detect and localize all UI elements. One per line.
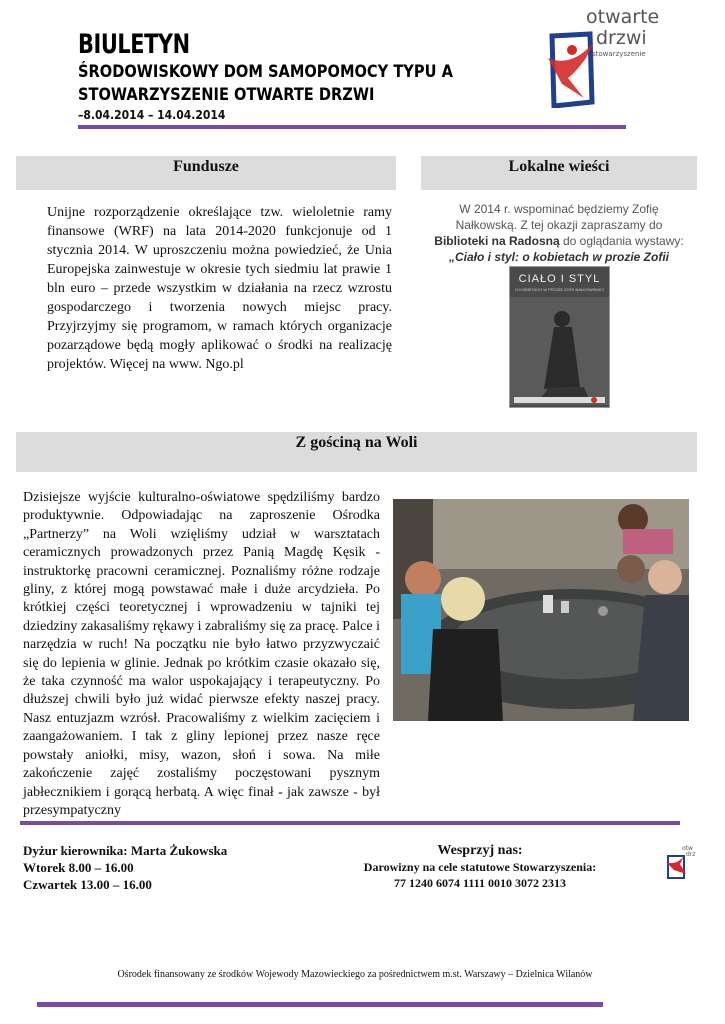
header-subtitle-2: STOWARZYSZENIE OTWARTE DRZWI	[78, 85, 375, 105]
lokalne-text	[421, 201, 697, 265]
footer-rule-bottom	[37, 1002, 603, 1007]
fundusze-text: Unijne rozporządzenie określające tzw. wieloletnie ramy finansowe (WRF) na lata 2014-2020 funkcjonuje od 1 stycznia 2014. W uproszczeniu można powiedzieć, że Unia Europejska zainwestuje w okresie tych siedmiu lat prawie 1 bln euro – przede wszystkim w działania na rzecz wzrostu gospodarczego i tworzenia nowych miejsc pracy. Przyjrzyjmy się programom, w ramach których organizacje pozarządowe będą mogły aplikować o środki na realizację projektów. Więcej na www. Ngo.pl	[47, 205, 392, 372]
bulletin-title: BIULETYN	[78, 29, 190, 60]
svg-text:otw: otw	[682, 845, 693, 852]
lokalne-heading: Lokalne wieści	[508, 158, 610, 175]
logo-word-2: drzwi	[596, 27, 647, 49]
lokalne-line-2: Nałkowską. Z tej okazji zapraszamy do	[455, 218, 663, 232]
section-header-lokalne	[421, 156, 697, 190]
exhibition-poster-image	[509, 266, 610, 408]
svg-text:drz: drz	[686, 851, 696, 858]
support-line: Darowizny na cele statutowe Stowarzyszenia:	[363, 860, 597, 874]
wola-text: Dzisiejsze wyjście kulturalno-oświatowe spędziliśmy bardzo produktywnie. Odpowiadając na zaproszenie Ośrodka „Partnerzy” na Woli wzięliśmy udział w warsztatach ceramicznych prowadzonych przez Panią Magdę Kęsik - instruktorkę pracowni ceramicznej. Poznaliśmy różne rodzaje gliny, z której mogą powstawać małe i duże arcydzieła. Po krótkiej części teoretycznej i wprowadzeniu w tajniki tej dziedziny zakasaliśmy rękawy i zabraliśmy się za pracę. Palce i narzędzia w ruch! Na początku nie było łatwo przyzwyczaić się do lepienia w glinie. Jednak po krótkim czasie okazało się, że taka czynność ma walor uspokajający i terapeutyczny. Po dłuższej chwili było już widać pierwsze efekty naszej pracy. Nasz entuzjazm wzrósł. Pracowaliśmy z wielkim zacięciem i zaangażowaniem. I tak z gliny lepionej przez nasze ręce powstały aniołki, misy, wazon, słoń i sowa. Na miłe zakończenie zajęć zostaliśmy poczęstowani pysznym jabłecznikiem i gorącą herbatą. A więc finał - jak zawsze - był przesympatyczny	[23, 490, 380, 818]
wola-heading: Z gościną na Woli	[295, 434, 418, 451]
header-subtitle-1: ŚRODOWISKOWY DOM SAMOPOMOCY TYPU A	[78, 62, 453, 82]
duty-manager: Dyżur kierownika: Marta Żukowska	[23, 843, 228, 858]
ceramics-workshop-photo	[393, 499, 689, 721]
footer-rule-top	[20, 821, 680, 825]
poster-title: CIAŁO I STYL	[518, 273, 601, 285]
lokalne-line-1: W 2014 r. wspominać będziemy Zofię	[459, 202, 659, 216]
office-hours	[23, 842, 227, 893]
section-header-fundusze	[16, 156, 396, 190]
otwarte-drzwi-logo	[540, 6, 660, 116]
poster-subtitle: O KOBIETACH W PROZIE ZOFII NAŁKOWSKIEJ	[515, 287, 604, 292]
lokalne-line-3: do oglądania wystawy:	[559, 234, 684, 248]
logo-word-3: stowarzyszenie	[592, 50, 646, 58]
funding-note: Ośrodek finansowany ze środków Wojewody Mazowieckiego za pośrednictwem m.st. Warszawy – Dzielnica Wilanów	[117, 969, 593, 980]
library-name: Biblioteki na Radosną	[434, 234, 560, 248]
woman-figure-icon	[510, 297, 609, 405]
bank-account: 77 1240 6074 1111 0010 3072 2313	[393, 876, 566, 890]
door-figure-icon	[542, 28, 612, 108]
logo-word-1: otwarte	[586, 6, 660, 28]
date-range: –8.04.2014 – 14.04.2014	[78, 108, 226, 122]
fundusze-heading: Fundusze	[173, 158, 239, 175]
hours-thursday: Czwartek 13.00 – 16.00	[23, 877, 152, 892]
support-info	[330, 842, 630, 891]
header-rule	[78, 125, 626, 129]
exhibition-title: „Ciało i styl: o kobietach w prozie Zofii	[448, 250, 670, 264]
hours-tuesday: Wtorek 8.00 – 16.00	[23, 860, 134, 875]
small-logo-icon	[664, 842, 700, 882]
support-heading: Wesprzyj nas:	[437, 843, 523, 858]
section-header-wola	[16, 432, 697, 472]
